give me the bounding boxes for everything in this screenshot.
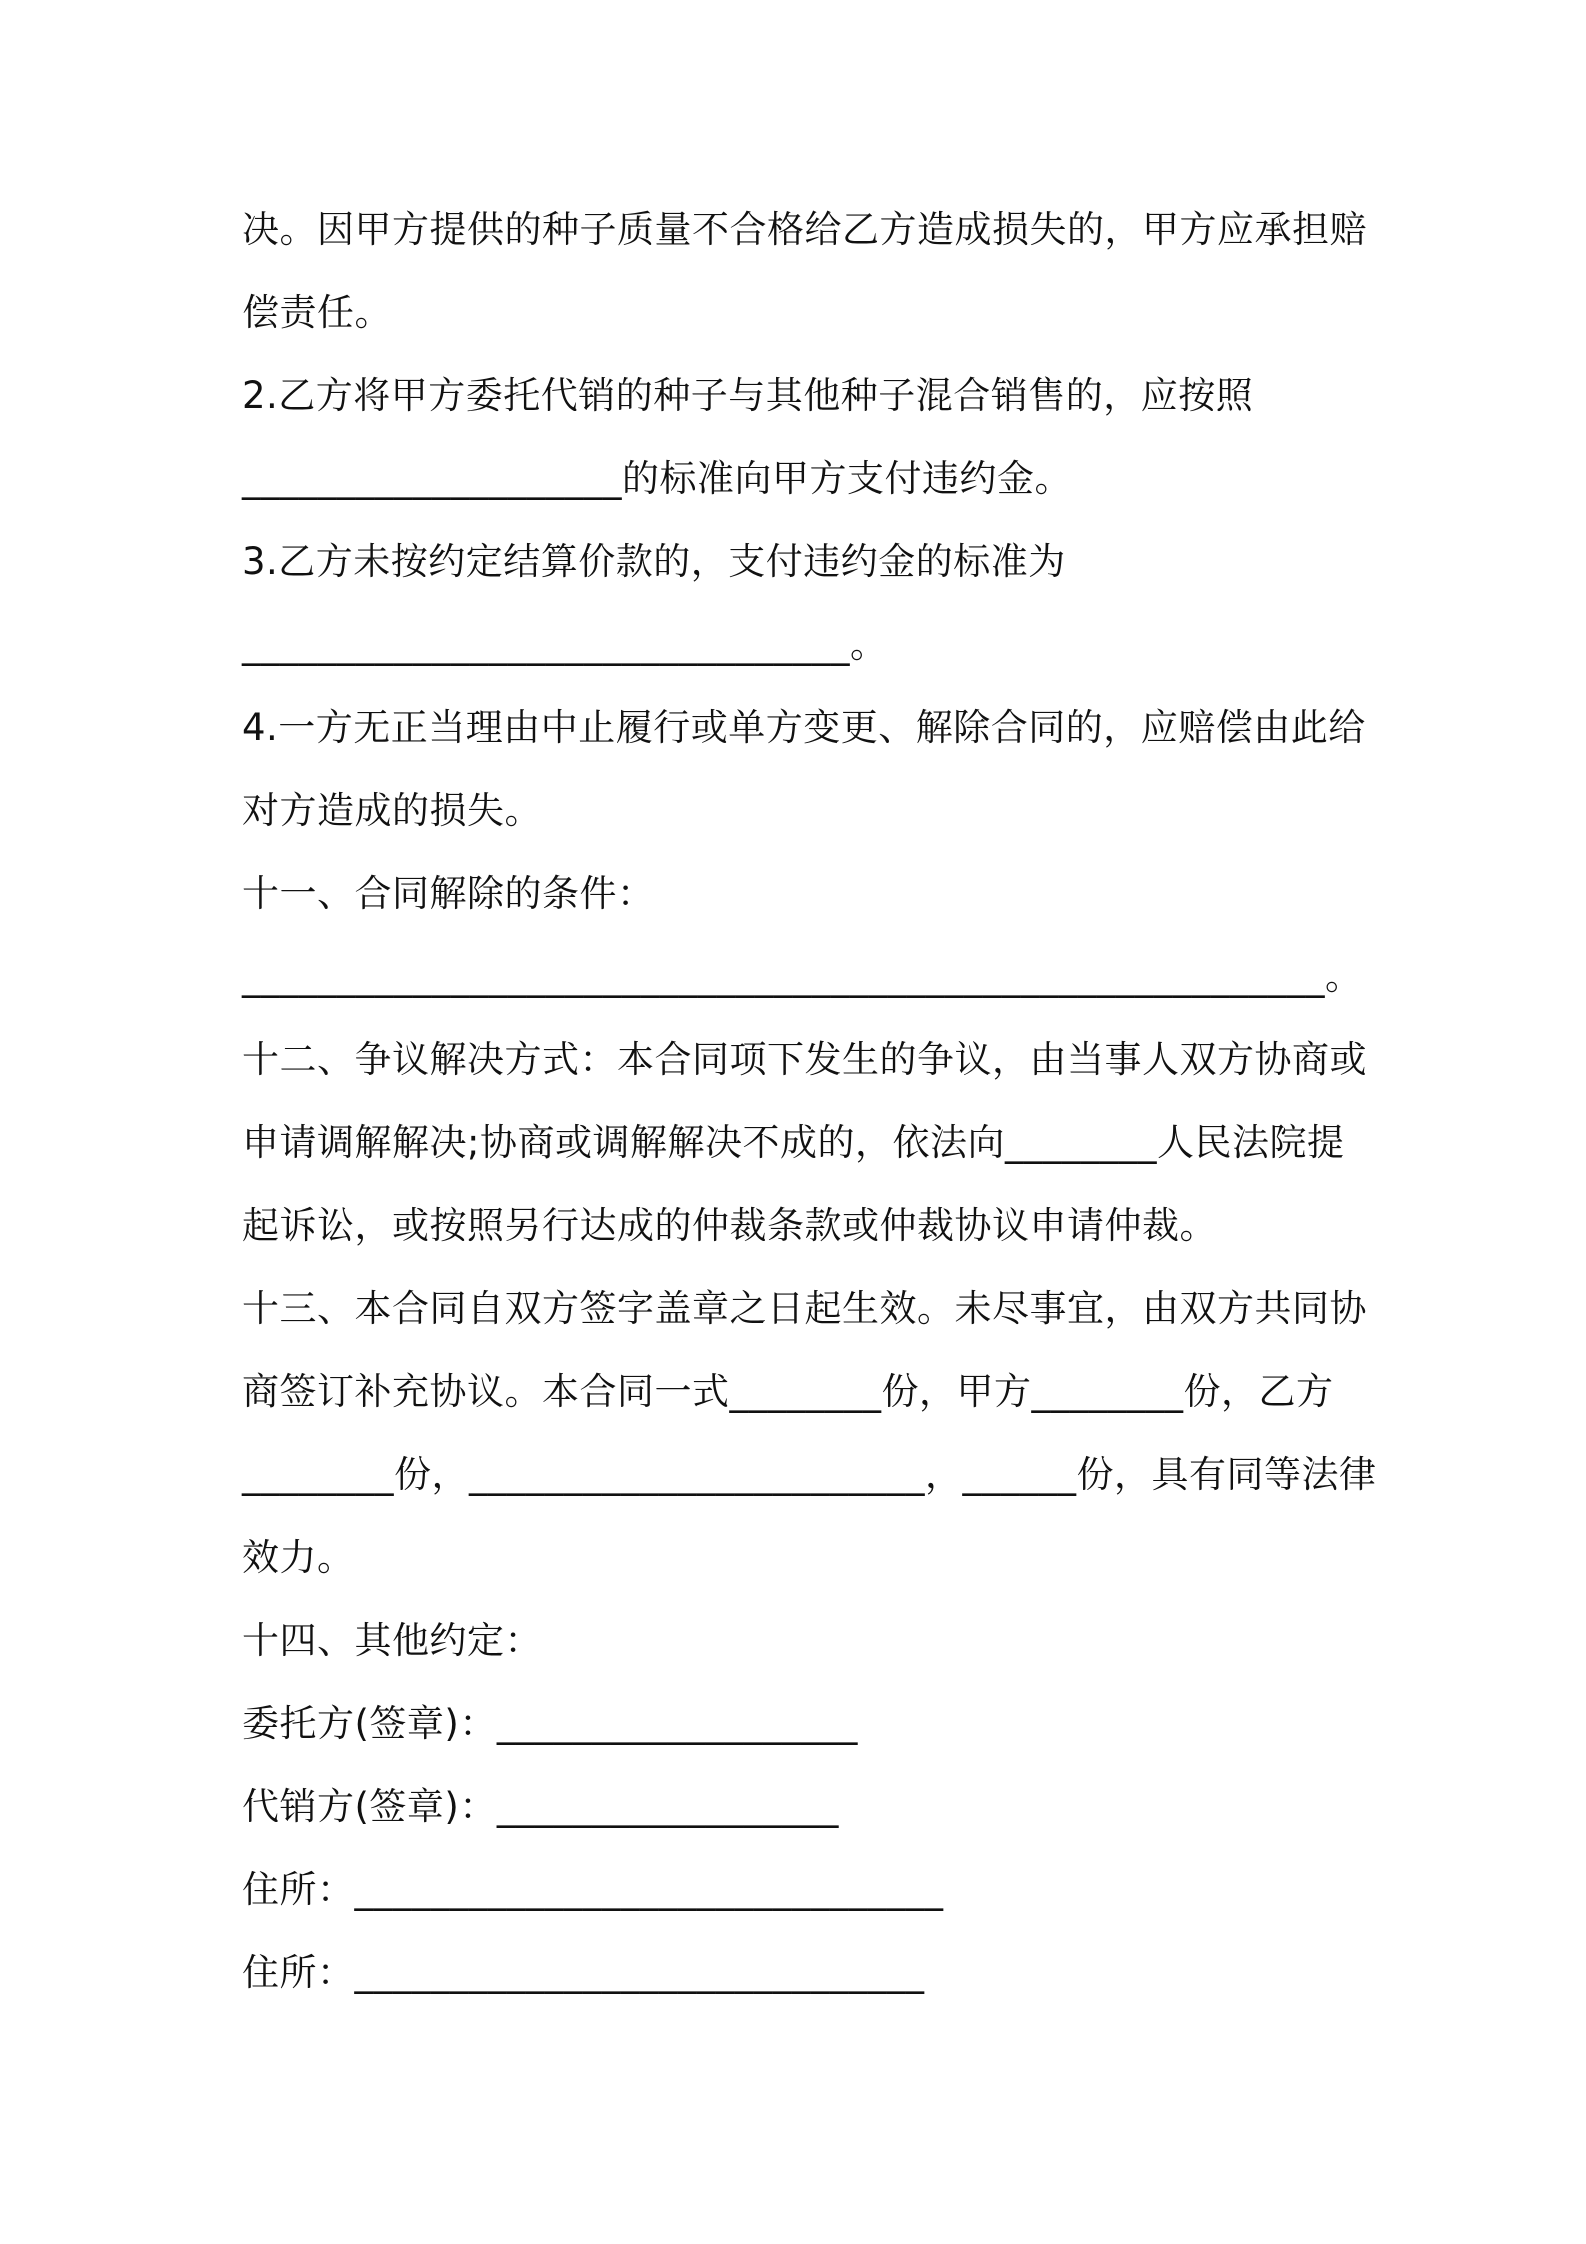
paragraph-line: 效力。 [242, 1536, 355, 1579]
section-heading: 十四、其他约定： [242, 1619, 542, 1662]
paragraph-line: ________份，________________________，______份，具有同等法律 [242, 1453, 1377, 1496]
paragraph-line: 申请调解解决;协商或调解解决不成的，依法向________人民法院提 [242, 1121, 1345, 1164]
paragraph-line: _________________________________________________________。 [242, 955, 1363, 998]
section-heading: 十三、本合同自双方签字盖章之日起生效。未尽事宜，由双方共同协 [242, 1287, 1367, 1330]
paragraph-line: 商签订补充协议。本合同一式________份，甲方________份，乙方 [242, 1370, 1334, 1413]
paragraph-line: 4.一方无正当理由中止履行或单方变更、解除合同的，应赔偿由此给 [242, 706, 1366, 749]
signature-line-principal: 委托方(签章)：___________________ [242, 1702, 858, 1745]
paragraph-line: 起诉讼，或按照另行达成的仲裁条款或仲裁协议申请仲裁。 [242, 1204, 1217, 1247]
section-heading: 十一、合同解除的条件： [242, 872, 655, 915]
paragraph-line: 对方造成的损失。 [242, 789, 542, 832]
address-line: 住所：______________________________ [242, 1951, 925, 1994]
paragraph-line: 偿责任。 [242, 291, 392, 334]
paragraph-line: 决。因甲方提供的种子质量不合格给乙方造成损失的，甲方应承担赔 [242, 208, 1367, 251]
paragraph-line: ____________________的标准向甲方支付违约金。 [242, 457, 1072, 500]
address-line: 住所：_______________________________ [242, 1868, 944, 1911]
section-heading: 十二、争议解决方式：本合同项下发生的争议，由当事人双方协商或 [242, 1038, 1367, 1081]
paragraph-line: ________________________________。 [242, 623, 888, 666]
signature-line-agent: 代销方(签章)：__________________ [242, 1785, 839, 1828]
paragraph-line: 2.乙方将甲方委托代销的种子与其他种子混合销售的，应按照 [242, 374, 1254, 417]
paragraph-line: 3.乙方未按约定结算价款的，支付违约金的标准为 [242, 540, 1066, 583]
